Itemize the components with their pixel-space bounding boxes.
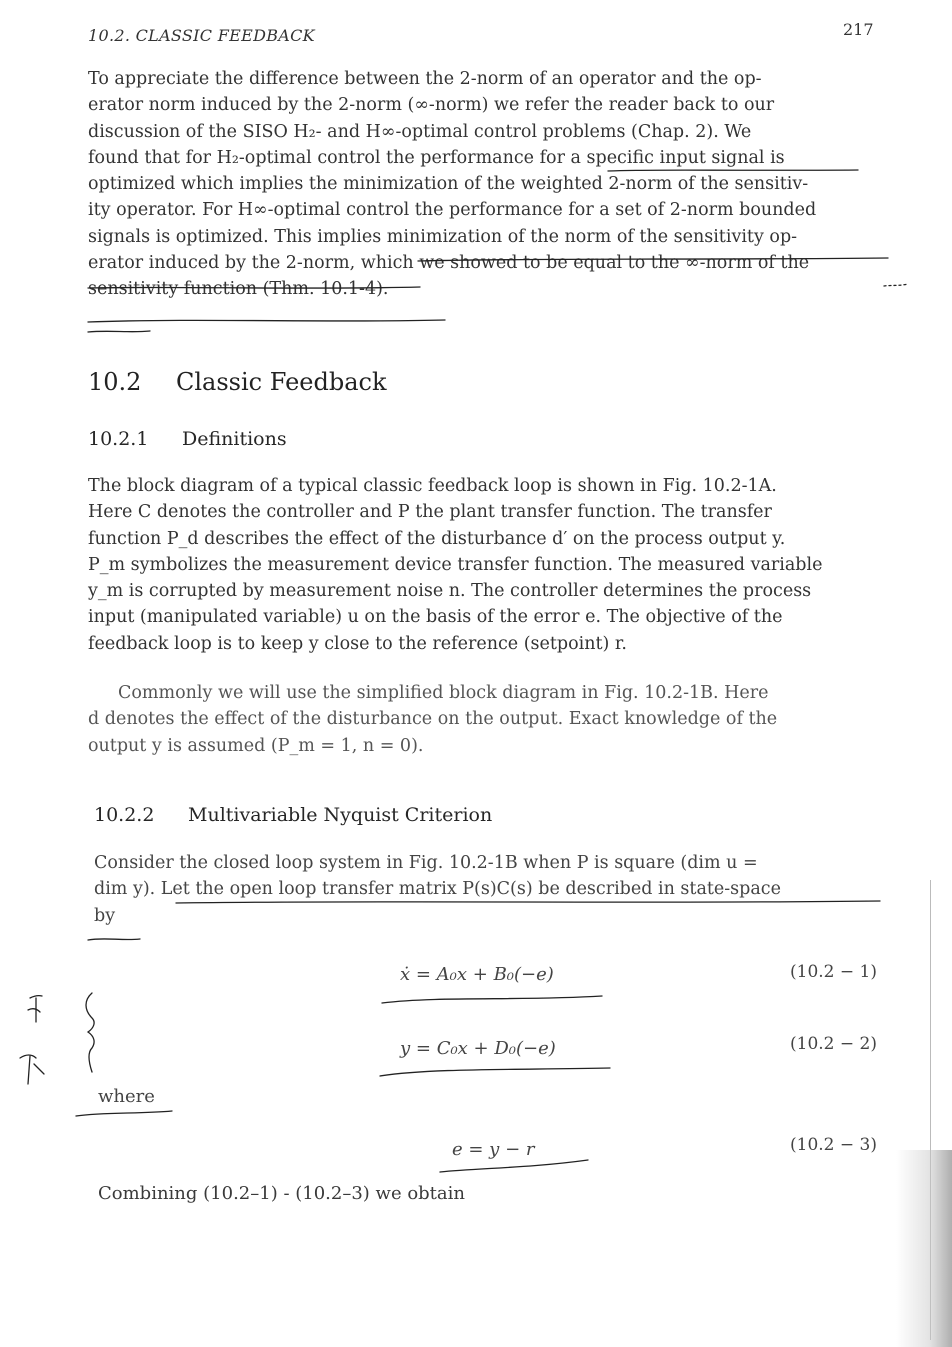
text-line: signals is optimized. This implies minimization of the norm of the sensitivity op- — [88, 226, 798, 247]
underline-mark — [88, 320, 445, 322]
section-title: Classic Feedback — [176, 368, 387, 396]
underline-mark — [440, 1160, 588, 1172]
where-label: where — [98, 1086, 155, 1107]
underline-mark — [88, 939, 140, 940]
text-line: by — [94, 905, 116, 926]
text-line: function P_d describes the effect of the disturbance d′ on the process output y. — [88, 528, 786, 549]
text-line: erator induced by the 2-norm, which we showed to be equal to the ∞-norm of the — [88, 253, 810, 274]
underline-mark — [380, 1068, 610, 1076]
text-line: P_m symbolizes the measurement device transfer function. The measured variable — [88, 554, 823, 575]
text-line: To appreciate the difference between the 2-norm of an operator and the op- — [88, 69, 762, 89]
text-line: Here C denotes the controller and P the plant transfer function. The transfer — [88, 502, 772, 523]
text-line: y_m is corrupted by measurement noise n. The controller determines the process — [88, 581, 812, 602]
subsection-number: 10.2.2 — [94, 804, 155, 826]
section-number: 10.2 — [88, 368, 142, 396]
underline-mark — [884, 284, 908, 286]
underline-mark — [88, 287, 420, 288]
equation-number: (10.2 − 1) — [790, 962, 877, 982]
text-line: d denotes the effect of the disturbance on the output. Exact knowledge of the — [88, 709, 778, 730]
underline-mark — [608, 170, 858, 171]
page-number: 217 — [843, 20, 874, 39]
underline-mark — [76, 1111, 172, 1116]
text-line: dim y). Let the open loop transfer matrix P(s)C(s) be described in state-space — [94, 879, 781, 900]
text-line: ity operator. For H∞-optimal control the performance for a set of 2-norm bounded — [88, 200, 817, 221]
underline-mark — [382, 996, 602, 1003]
text-line: Commonly we will use the simplified block diagram in Fig. 10.2-1B. Here — [118, 683, 769, 703]
text-line: found that for H₂-optimal control the performance for a specific input signal is — [88, 147, 785, 168]
text-line: Consider the closed loop system in Fig. 10.2-1B when P is square (dim u = — [94, 853, 758, 873]
text-line: sensitivity function (Thm. 10.1-4). — [88, 279, 389, 300]
underline-mark — [176, 901, 880, 903]
text-line: input (manipulated variable) u on the basis of the error e. The objective of the — [88, 607, 783, 628]
text-line: output y is assumed (P_m = 1, n = 0). — [88, 735, 424, 756]
closing-sentence: Combining (10.2–1) - (10.2–3) we obtain — [98, 1183, 465, 1204]
equation-number: (10.2 − 3) — [790, 1135, 877, 1155]
equation-output: y = C₀x + D₀(−e) — [400, 1038, 556, 1059]
text-line: optimized which implies the minimization of the weighted 2-norm of the sensitiv- — [88, 174, 809, 195]
margin-mark — [28, 996, 42, 1022]
text-line: feedback loop is to keep y close to the reference (setpoint) r. — [88, 633, 627, 654]
text-line: The block diagram of a typical classic feedback loop is shown in Fig. 10.2-1A. — [88, 476, 777, 496]
margin-mark — [20, 1055, 44, 1084]
equation-state: ẋ = A₀x + B₀(−e) — [400, 964, 554, 985]
subsection-title: Definitions — [182, 428, 287, 450]
text-line: discussion of the SISO H₂- and H∞-optimal control problems (Chap. 2). We — [88, 121, 752, 142]
underline-mark — [88, 331, 150, 332]
running-head: 10.2. CLASSIC FEEDBACK — [88, 26, 315, 45]
scan-edge-shadow — [896, 1150, 952, 1347]
subsection-number: 10.2.1 — [88, 428, 149, 450]
equation-error: e = y − r — [452, 1139, 535, 1160]
brace-mark — [86, 993, 94, 1072]
underline-mark — [418, 258, 888, 261]
subsection-title: Multivariable Nyquist Criterion — [188, 804, 493, 826]
text-line: erator norm induced by the 2-norm (∞-norm) we refer the reader back to our — [88, 95, 775, 116]
equation-number: (10.2 − 2) — [790, 1034, 877, 1054]
